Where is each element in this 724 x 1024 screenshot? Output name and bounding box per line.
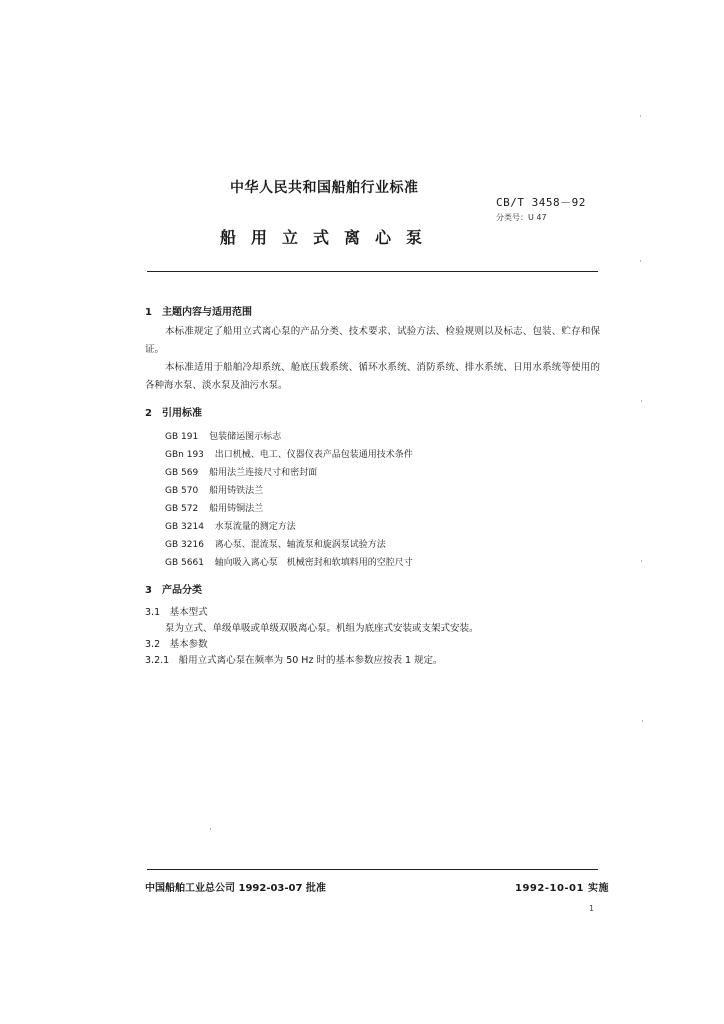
reference-code: GB 3216 xyxy=(165,540,204,550)
reference-item xyxy=(165,483,263,496)
section-1-heading: 1 主题内容与适用范围 xyxy=(145,307,252,318)
section-3-2-1-text: 3.2.1 船用立式离心泵在频率为 50 Hz 时的基本参数应按表 1 规定。 xyxy=(145,655,443,666)
reference-title: 离心泵、混流泵、轴流泵和旋涡泵试验方法 xyxy=(214,540,386,550)
classification-code: 分类号：U 47 xyxy=(496,213,547,222)
section-1-paragraph-1: 本标准规定了船用立式离心泵的产品分类、技术要求、试验方法、检验规则以及标志、包装、贮存和保证。 xyxy=(145,326,600,355)
reference-item xyxy=(165,447,413,460)
section-1-paragraph-2: 本标准适用于船舶冷却系统、舱底压载系统、循环水系统、消防系统、排水系统、日用水系统等使用的各种海水泵、淡水泵及油污水泵。 xyxy=(145,362,600,391)
page-number: 1 xyxy=(589,904,595,913)
section-3-2-heading: 3.2 基本参数 xyxy=(145,639,208,650)
header-divider xyxy=(147,271,598,272)
scan-speck xyxy=(210,828,211,830)
reference-item xyxy=(165,537,386,550)
reference-title: 包装储运图示标志 xyxy=(209,432,282,442)
scan-speck xyxy=(641,560,642,562)
reference-title: 轴向吸入离心泵 机械密封和软填料用的空腔尺寸 xyxy=(214,558,413,568)
issuing-standard-heading: 中华人民共和国船舶行业标准 xyxy=(230,180,419,196)
reference-code: GB 3214 xyxy=(165,522,204,532)
standard-code: CB/T 3458－92 xyxy=(496,196,586,209)
scan-speck xyxy=(640,260,641,262)
footer-divider xyxy=(147,869,598,870)
section-3-1-heading: 3.1 基本型式 xyxy=(145,607,208,618)
document-title: 船用立式离心泵 xyxy=(220,228,438,247)
scan-speck xyxy=(640,115,641,117)
reference-code: GB 570 xyxy=(165,486,199,496)
implementation-date: 1992-10-01 实施 xyxy=(515,883,609,894)
reference-title: 出口机械、电工、仪器仪表产品包装通用技术条件 xyxy=(214,450,413,460)
reference-title: 水泵流量的测定方法 xyxy=(214,522,296,532)
section-3-1-text: 泵为立式、单级单吸或单级双吸离心泵。机组为底座式安装或支架式安装。 xyxy=(165,623,479,634)
reference-item xyxy=(165,519,296,532)
scan-speck xyxy=(641,400,642,402)
reference-code: GB 191 xyxy=(165,432,199,442)
reference-code: GB 572 xyxy=(165,504,199,514)
reference-title: 船用铸铜法兰 xyxy=(209,504,264,514)
reference-item xyxy=(165,429,281,442)
reference-title: 船用铸铁法兰 xyxy=(209,486,264,496)
reference-code: GB 569 xyxy=(165,468,199,478)
reference-item xyxy=(165,501,263,514)
reference-code: GB 5661 xyxy=(165,558,204,568)
scan-speck xyxy=(642,720,643,722)
reference-title: 船用法兰连接尺寸和密封面 xyxy=(209,468,318,478)
section-2-heading: 2 引用标准 xyxy=(145,408,202,419)
approval-line: 中国船舶工业总公司 1992-03-07 批准 xyxy=(145,883,326,894)
reference-item xyxy=(165,465,317,478)
reference-code: GBn 193 xyxy=(165,450,204,460)
section-3-heading: 3 产品分类 xyxy=(145,585,202,596)
reference-item xyxy=(165,555,413,568)
